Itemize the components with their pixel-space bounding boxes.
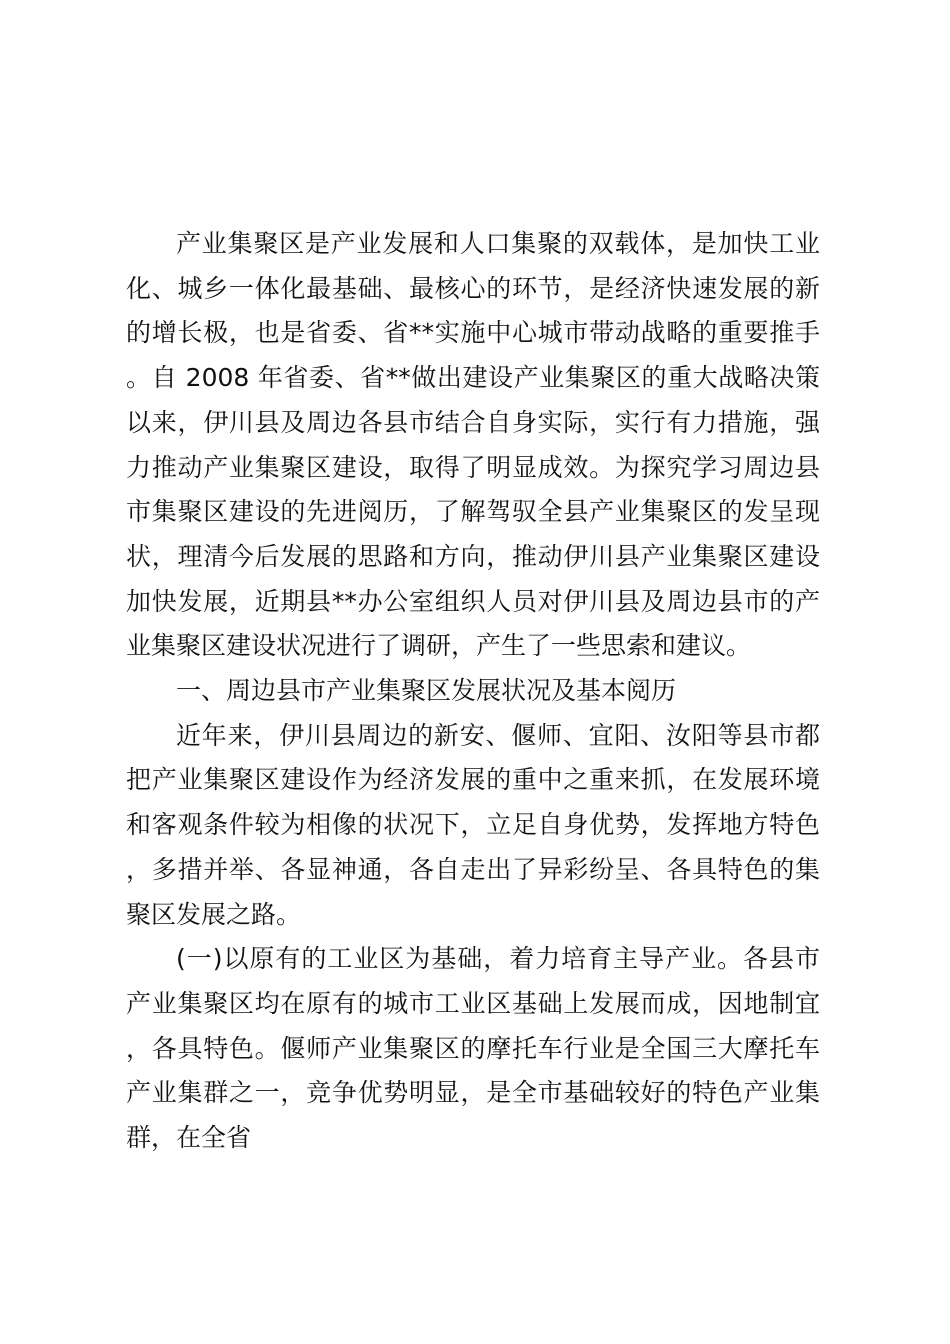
section-heading: 一、周边县市产业集聚区发展状况及基本阅历 <box>176 676 677 706</box>
subsection-paragraph: (一)以原有的工业区为基础，着力培育主导产业。各县市产业集聚区均在原有的城市工业区基础上发展而成，因地制宜，各具特色。偃师产业集聚区的摩托车行业是全国三大摩托车产业集群之一，竞争优势明显，是全市基础较好的特色产业集群，在全省 <box>126 944 820 1153</box>
document-body <box>126 222 820 1161</box>
section-paragraph: 近年来，伊川县周边的新安、偃师、宜阳、汝阳等县市都把产业集聚区建设作为经济发展的重中之重来抓，在发展环境和客观条件较为相像的状况下，立足自身优势，发挥地方特色，多措并举、各显神通，各自走出了异彩纷呈、各具特色的集聚区发展之路。 <box>126 720 820 929</box>
intro-paragraph: 产业集聚区是产业发展和人口集聚的双载体，是加快工业化、城乡一体化最基础、最核心的环节，是经济快速发展的新的增长极，也是省委、省**实施中心城市带动战略的重要推手。自 2008 年省委、省**做出建设产业集聚区的重大战略决策以来，伊川县及周边各县市结合自身实际，实行有力措施，强力推动产业集聚区建设，取得了明显成效。为探究学习周边县市集聚区建设的先进阅历，了解驾驭全县产业集聚区的发呈现状，理清今后发展的思路和方向，推动伊川县产业集聚区建设加快发展，近期县**办公室组织人员对伊川县及周边县市的产业集聚区建设状况进行了调研，产生了一些思索和建议。 <box>126 229 820 661</box>
